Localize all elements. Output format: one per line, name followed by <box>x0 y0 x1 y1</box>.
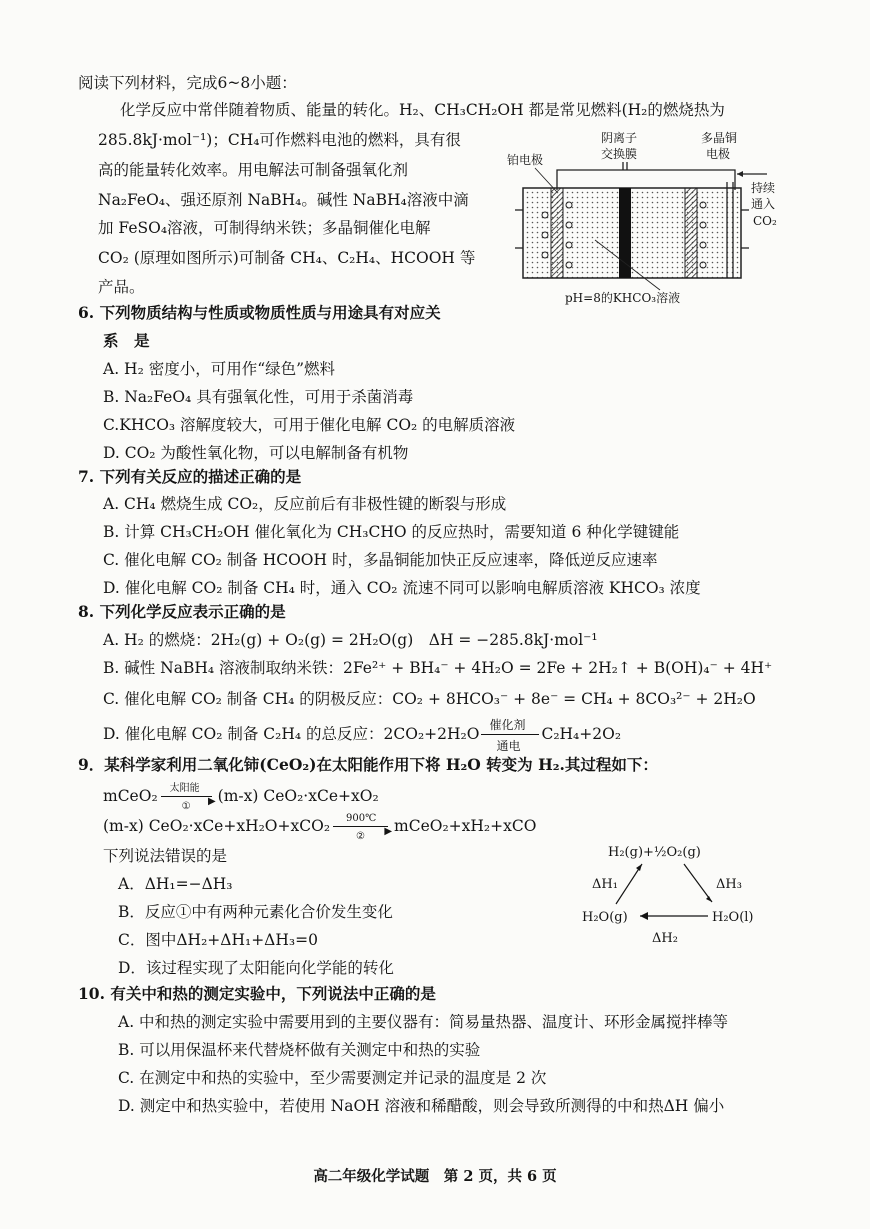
label-membrane-1: 阴离子 <box>601 131 638 145</box>
label-co2-3: CO₂ <box>753 214 777 228</box>
q8-d-top: 催化剂 <box>489 718 526 732</box>
intro-line-6: CO₂ (原理如图所示)可制备 CH₄、C₂H₄、HCOOH 等 <box>98 249 476 267</box>
q6-stem-1: 6. 下列物质结构与性质或物质性质与用途具有对应关 <box>78 303 441 322</box>
q7-stem: 7. 下列有关反应的描述正确的是 <box>78 467 302 486</box>
q10-option-d: D. 测定中和热实验中，若使用 NaOH 溶液和稀醋酸，则会导致所测得的中和热ΔH 偏小 <box>118 1097 725 1115</box>
q9-r1-right: (m-x) CeO₂·xCe+xO₂ <box>217 787 379 805</box>
intro-line-3: 高的能量转化效率。用电解法可制备强氧化剂 <box>98 161 409 179</box>
q8-d-condition-arrow <box>479 718 541 753</box>
intro-line-4: Na₂FeO₄、强还原剂 NaBH₄。碱性 NaBH₄溶液中滴 <box>98 191 469 209</box>
q10-option-c: C. 在测定中和热的实验中，至少需要测定并记录的温度是 2 次 <box>118 1069 547 1087</box>
cycle-top-species: H₂(g)+½O₂(g) <box>608 845 701 860</box>
cycle-dh1: ΔH₁ <box>592 877 618 892</box>
q6-option-d: D. CO₂ 为酸性氧化物，可以电解制备有机物 <box>103 444 409 462</box>
q7-option-a: A. CH₄ 燃烧生成 CO₂，反应前后有非极性键的断裂与形成 <box>103 495 507 513</box>
cycle-dh3: ΔH₃ <box>716 877 742 892</box>
q10-option-b: B. 可以用保温杯来代替烧杯做有关测定中和热的实验 <box>118 1041 481 1059</box>
q10-option-a: A. 中和热的测定实验中需要用到的主要仪器有：简易量热器、温度计、环形金属搅拌棒等 <box>118 1013 729 1031</box>
enthalpy-cycle-diagram <box>578 838 773 953</box>
q9-r2-arrow: 900℃ ▶ ② <box>330 817 394 837</box>
q9-reaction-2 <box>103 813 537 842</box>
q9-r1-top: 太阳能 <box>169 783 200 794</box>
q8-option-c: C. 催化电解 CO₂ 制备 CH₄ 的阴极反应：CO₂ + 8HCO₃⁻ + 8e⁻ = CH₄ + 8CO₃²⁻ + 2H₂O <box>103 690 756 708</box>
intro-line-2: 285.8kJ·mol⁻¹)；CH₄可作燃料电池的燃料，具有很 <box>98 131 461 149</box>
q9-r2-right: mCeO₂+xH₂+xCO <box>394 817 537 835</box>
q9-r2-top: 900℃ <box>346 813 377 824</box>
q8-d-right: C₂H₄+2O₂ <box>541 725 622 743</box>
intro-line-7: 产品。 <box>98 278 145 296</box>
q9-r1-bottom: ① <box>181 801 191 812</box>
label-cu-electrode-2: 电极 <box>706 147 731 161</box>
q9-reaction-1 <box>103 783 379 812</box>
q7-option-b: B. 计算 CH₃CH₂OH 催化氧化为 CH₃CHO 的反应热时，需要知道 6 种化学键键能 <box>103 523 680 541</box>
q9-r1-arrow: 太阳能 ▶ ① <box>158 787 218 807</box>
label-solution: pH=8的KHCO₃溶液 <box>565 291 681 305</box>
q8-stem: 8. 下列化学反应表示正确的是 <box>78 602 286 621</box>
q6-option-b: B. Na₂FeO₄ 具有强氧化性，可用于杀菌消毒 <box>103 388 414 406</box>
label-co2-2: 通入 <box>751 197 776 211</box>
q8-d-bottom: 通电 <box>496 739 521 753</box>
q9-option-b: B．反应①中有两种元素化合价发生变化 <box>118 903 393 921</box>
q9-option-a: A．ΔH₁=−ΔH₃ <box>118 875 233 893</box>
q8-d-left: D. 催化电解 CO₂ 制备 C₂H₄ 的总反应：2CO₂+2H₂O <box>103 725 480 743</box>
q6-option-a: A. H₂ 密度小，可用作“绿色”燃料 <box>103 360 336 378</box>
label-membrane-2: 交换膜 <box>601 147 638 161</box>
intro-line-5: 加 FeSO₄溶液，可制得纳米铁；多晶铜催化电解 <box>98 219 431 237</box>
q9-r2-bottom: ② <box>356 831 365 842</box>
label-pt-electrode: 铂电极 <box>507 153 544 167</box>
label-co2-1: 持续 <box>751 181 776 195</box>
q7-option-d: D. 催化电解 CO₂ 制备 CH₄ 时，通入 CO₂ 流速不同可以影响电解质溶液 KHCO₃ 浓度 <box>103 579 701 597</box>
page-footer: 高二年级化学试题 第 2 页，共 6 页 <box>313 1168 557 1185</box>
q8-option-b: B. 碱性 NaBH₄ 溶液制取纳米铁：2Fe²⁺ + BH₄⁻ + 4H₂O = 2Fe + 2H₂↑ + B(OH)₄⁻ + 4H⁺ <box>103 659 773 677</box>
q10-stem: 10. 有关中和热的测定实验中，下列说法中正确的是 <box>78 984 436 1003</box>
q9-option-d: D．该过程实现了太阳能向化学能的转化 <box>118 959 394 977</box>
q9-option-c: C．图中ΔH₂+ΔH₁+ΔH₃=0 <box>118 931 318 949</box>
q6-stem-2: 系 是 <box>103 331 150 350</box>
q9-stem: 9．某科学家利用二氧化铈(CeO₂)在太阳能作用下将 H₂O 转变为 H₂.其过程如下： <box>78 755 658 774</box>
cycle-dh2: ΔH₂ <box>652 931 678 946</box>
cycle-right-species: H₂O(l) <box>712 910 754 925</box>
label-cu-electrode-1: 多晶铜 <box>701 131 738 145</box>
cycle-left-species: H₂O(g) <box>582 910 628 925</box>
intro-heading: 阅读下列材料，完成6~8小题： <box>78 74 297 92</box>
intro-line-1: 化学反应中常伴随着物质、能量的转化。H₂、CH₃CH₂OH 都是常见燃料(H₂的燃烧热为 <box>120 101 725 119</box>
anion-exchange-membrane <box>619 188 631 278</box>
q8-option-d <box>103 718 622 753</box>
q9-r2-left: (m-x) CeO₂·xCe+xH₂O+xCO₂ <box>103 817 331 835</box>
q9-r1-left: mCeO₂ <box>103 787 158 805</box>
q9-ask: 下列说法错误的是 <box>103 847 228 865</box>
q7-option-c: C. 催化电解 CO₂ 制备 HCOOH 时，多晶铜能加快正反应速率，降低逆反应速率 <box>103 551 658 569</box>
electrolysis-cell-diagram <box>505 130 795 310</box>
q6-option-c: C.KHCO₃ 溶解度较大，可用于催化电解 CO₂ 的电解质溶液 <box>103 416 516 434</box>
q8-option-a: A. H₂ 的燃烧：2H₂(g) + O₂(g) = 2H₂O(g) ΔH = −285.8kJ·mol⁻¹ <box>103 631 598 649</box>
